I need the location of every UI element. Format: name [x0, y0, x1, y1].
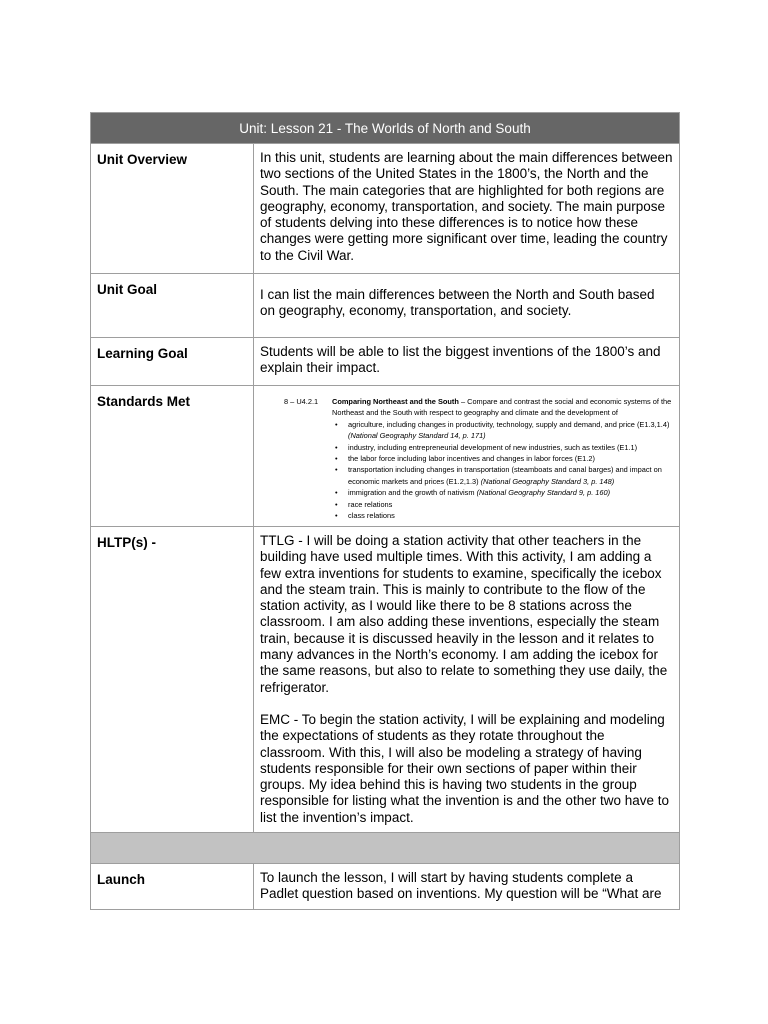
row-launch: [91, 864, 680, 910]
standards-met-label: Standards Met: [91, 386, 254, 527]
row-unit-goal: [91, 274, 680, 338]
standard-item: • immigration and the growth of nativism (National Geography Standard 9, p. 160): [348, 487, 672, 498]
unit-goal-paragraph: I can list the main differences between the North and South based on geography, economy, transportation, and society.: [260, 287, 655, 319]
title-row: [91, 113, 680, 144]
hltp-emc-paragraph: EMC - To begin the station activity, I will be explaining and modeling the expectations of students as they rotate throughout the classroom. With this, I will also be modeling a strategy of having students responsible for their own sections of paper within their groups. My idea behind this is having two students in the group responsible for listing what the invention is and the other two have to list the invention’s impact.: [260, 711, 669, 825]
launch-text: [254, 864, 680, 910]
unit-overview-text: [254, 144, 680, 274]
standard-items: [332, 419, 672, 522]
unit-overview-paragraph: In this unit, students are learning about the main differences between two sections of the United States in the 1800’s, the North and the South. The main categories that are highlighted for both regions are geography, economy, transportation, and society. The main purpose of students delving into these differences is to notice how these changes were getting more significant over time, leading the country to the Civil War.: [260, 150, 673, 263]
hltp-label: HLTP(s) -: [91, 527, 254, 833]
row-standards-met: [91, 386, 680, 527]
lesson-title: Unit: Lesson 21 - The Worlds of North and South: [91, 113, 680, 144]
separator-row: [91, 833, 680, 864]
row-hltp: [91, 527, 680, 833]
standard-item: • race relations: [348, 499, 672, 510]
standard-body: [332, 396, 672, 521]
standards-cell: [254, 386, 680, 527]
standard-intro-text: – Compare and contrast the social and economic systems of the Northeast and the South with respect to geography and climate and the development of: [332, 397, 672, 418]
launch-paragraph: To launch the lesson, I will start by having students complete a Padlet question based on inventions. My question will be “What are: [260, 870, 662, 902]
learning-goal-label: Learning Goal: [91, 338, 254, 386]
standard-item: • transportation including changes in transportation (steamboats and canal barges) and impact on economic markets and prices (E1.2,1.3) (National Geography Standard 3, p. 148): [348, 464, 672, 487]
hltp-text: [254, 527, 680, 833]
standards-excerpt: [254, 386, 679, 526]
standard-item: • the labor force including labor incentives and changes in labor forces (E1.2): [348, 453, 672, 464]
unit-goal-text: [254, 274, 680, 338]
hltp-ttlg-paragraph: TTLG - I will be doing a station activity that other teachers in the building have used multiple times. With this activity, I am adding a few extra inventions for students to examine, specifically the icebox and the steam train. This is mainly to contribute to the flow of the station activity, as I would like there to be 8 stations across the classroom. I am also adding these inventions, especially the steam train, because it is discussed heavily in the lesson and it relates to many advances in the North’s economy. I am adding the icebox for the same reasons, but also to relate to something they use daily, the refrigerator.: [260, 533, 668, 695]
standard-code: 8 – U4.2.1: [284, 397, 319, 406]
learning-goal-paragraph: Students will be able to list the biggest inventions of the 1800’s and explain their impact.: [260, 344, 661, 376]
unit-goal-label: Unit Goal: [91, 274, 254, 338]
lesson-plan-table: [90, 112, 680, 910]
unit-overview-label: Unit Overview: [91, 144, 254, 274]
learning-goal-text: [254, 338, 680, 386]
standard-heading: Comparing Northeast and the South: [332, 397, 459, 406]
standard-intro: [332, 396, 672, 419]
standard-item: • agriculture, including changes in productivity, technology, supply and demand, and price (E1.3,1.4) (National Geography Standard 14, p. 171): [348, 419, 672, 442]
row-learning-goal: [91, 338, 680, 386]
row-unit-overview: [91, 144, 680, 274]
separator-cell: [91, 833, 680, 864]
launch-label: Launch: [91, 864, 254, 910]
standard-item: • class relations: [348, 510, 672, 521]
standard-item: • industry, including entrepreneurial development of new industries, such as textiles (E1.1): [348, 442, 672, 453]
